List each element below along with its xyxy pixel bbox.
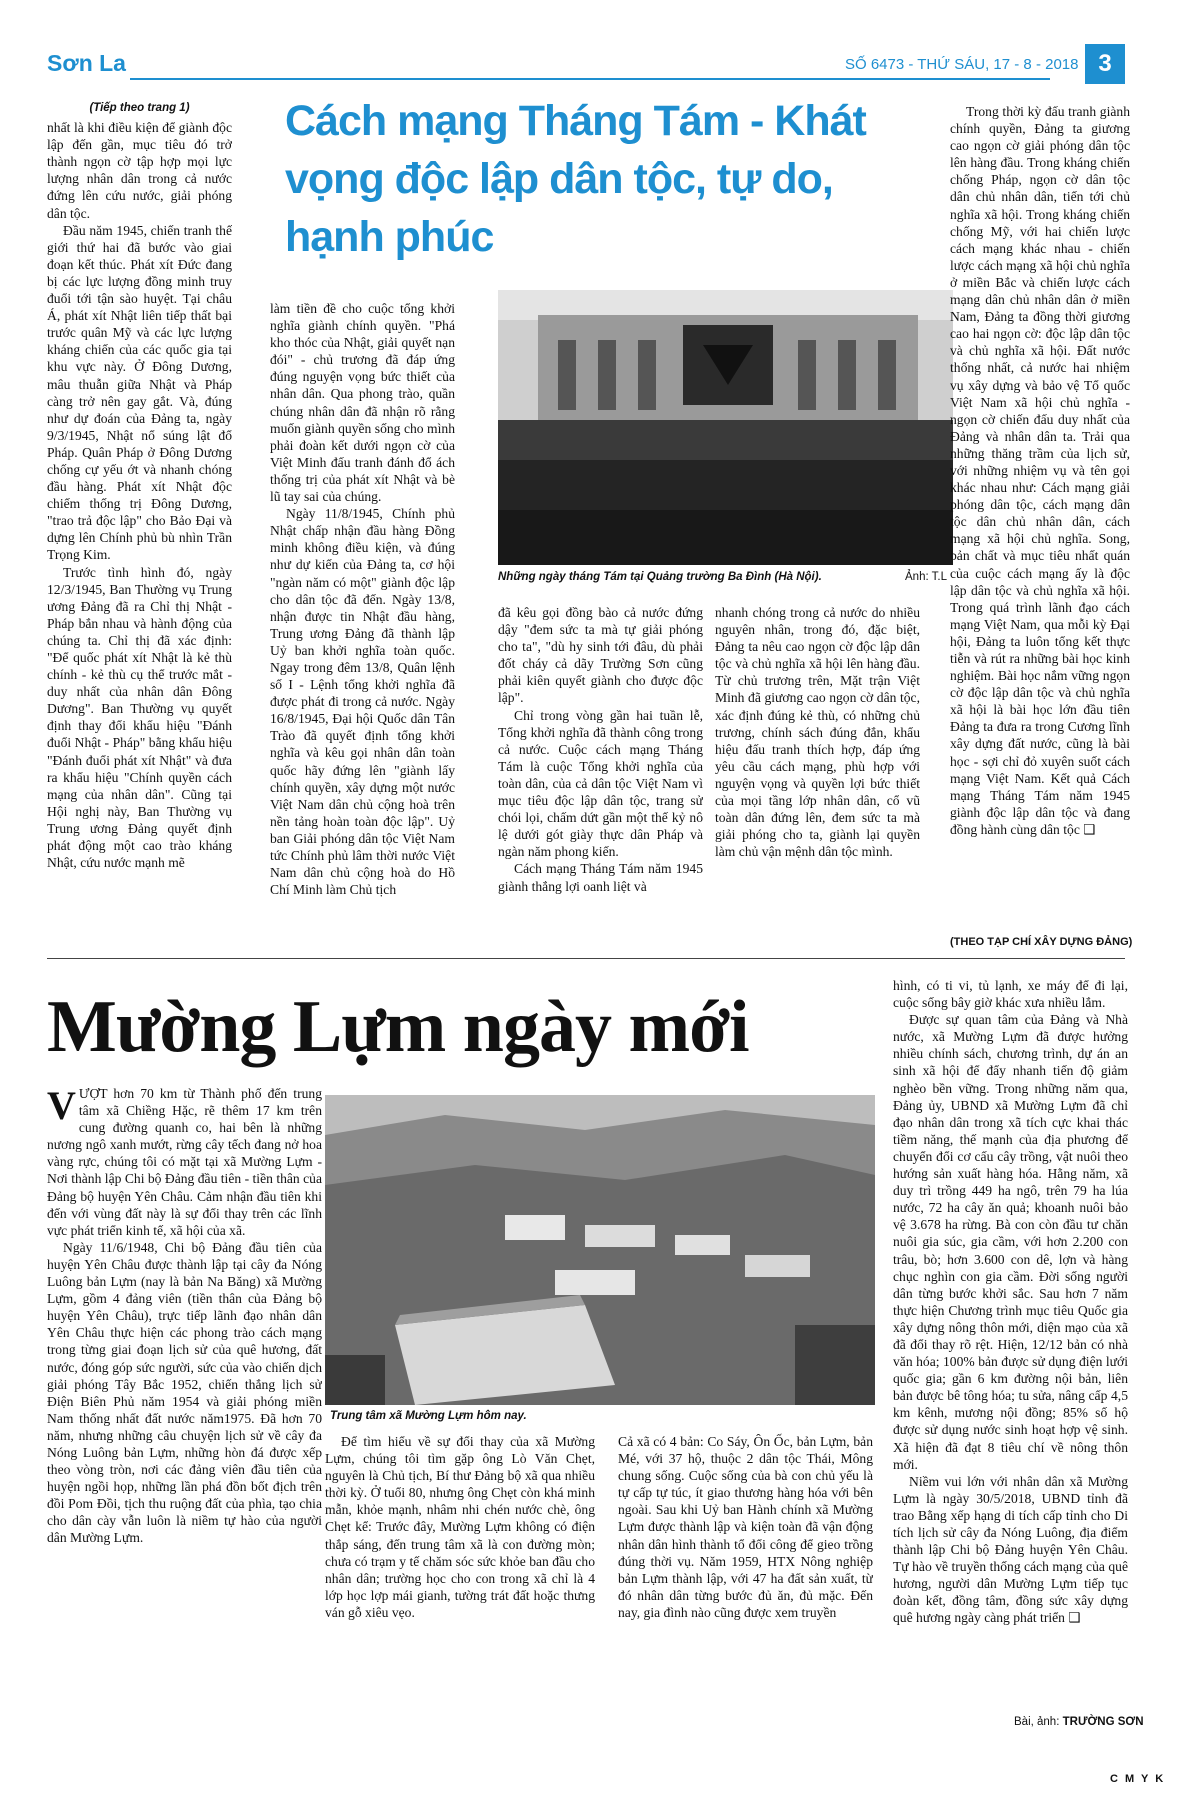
article2-col1-paragraph: Ngày 11/6/1948, Chi bộ Đảng đầu tiên của huyện Yên Châu được thành lập tại cây đa Nóng Luông bản Lựm (nay là bản Na Băng) xã Mường Lựm, gồm 4 đảng viên (tiền thân của Đảng bộ huyện Yên Châu), trực tiếp lãnh đạo nhân dân Yên Châu thực hiện các phong trào cách mạng trong từng giai đoạn lịch sử của quê hương, đất nước, đóng góp sức người, sức của vào chiến dịch giải phóng Tây Bắc 1952, chiến thắng lịch sử Điện Biên Phủ năm 1954 và giải phóng miền Nam thống nhất đất nước năm1975. Đã hơn 70 năm, nhưng những câu chuyện lịch sử về cây đa Nóng Luông bản Lựm, những hòn đá được xếp theo vòng tròn, nơi các đảng viên đầu tiên của huyện ngồi họp, những lần phá đồn bốt địch trên đồi Pom Đồi, tịch thu ruộng đất của phìa, tạo chia cho dân cày vẫn luôn là niềm tự hào của người dân Mường Lựm. [47, 1239, 322, 1546]
article2-col3-paragraph: Cả xã có 4 bản: Co Sáy, Ôn Ốc, bản Lựm, bản Mé, với 37 hộ, thuộc 2 dân tộc Thái, Mông chung sống. Cuộc sống của bà con chủ yếu là tự cấp tự túc, ít giao thương hàng hóa với bên ngoài. Sau khi Uỷ ban Hành chính xã Mường Lựm được thành lập và kiện toàn đã vận động nhân dân hình thành tổ đổi công để gieo trồng đúng thời vụ. Năm 1959, HTX Nông nghiệp bản Lựm thành lập, với 47 ha đất sản xuất, từ đó nhân dân từng bước đủ ăn, đủ mặc. Đến nay, gia đình nào cũng được xem truyền [618, 1434, 873, 1620]
issue-info: SỐ 6473 - THỨ SÁU, 17 - 8 - 2018 [845, 56, 1079, 73]
newspaper-brand: Sơn La [47, 50, 126, 76]
ba-dinh-square-photo [498, 290, 953, 565]
section-divider [47, 958, 1125, 959]
article1-col1-paragraph: nhất là khi điều kiện để giành độc lập đến gần, mục tiêu đó trở thành ngọn cờ tập hợp mọi lực lượng nhân dân trong cả nước đứng lên cứu nước, giải phóng dân tộc. [47, 120, 232, 221]
article2-column-2 [325, 1433, 595, 1713]
page-number: 3 [1085, 44, 1125, 84]
article2-col2-paragraph: Để tìm hiểu về sự đổi thay của xã Mường Lựm, chúng tôi tìm gặp ông Lò Văn Chẹt, nguyên là Chủ tịch, Bí thư Đảng bộ xã qua nhiều thời kỳ. Ở tuổi 80, nhưng ông Chẹt còn khá minh mẫn, khỏe mạnh, nhâm nhi chén nước chè, ông Chẹt kể: Trước đây, Mường Lựm không có điện thắp sáng, đến trung tâm xã là con đường mòn; chưa có trạm y tế chăm sóc sức khỏe ban đầu cho nhân dân; trường học cho con trong xã chỉ là 4 lớp học lợp mái gianh, tường trát đất hoặc thưng ván gỗ xiêu vẹo. [325, 1434, 595, 1620]
article1-column-2 [270, 300, 455, 957]
article1-col1-paragraph: Đầu năm 1945, chiến tranh thế giới thứ hai đã bước vào giai đoạn kết thúc. Phát xít Đức đang bị các lực lượng đồng minh truy đuổi tới tận sào huyệt. Tại châu Á, phát xít Nhật liên tiếp thất bại trước quân Mỹ và các lực lượng kháng chiến của các quốc gia tại khu vực này. Ở Đông Dương, mâu thuẫn giữa Nhật và Pháp càng trở nên gay gắt. Và, đúng như dự đoán của Đảng ta, ngày 9/3/1945, Nhật nổ súng lật đổ Pháp. Quân Pháp ở Đông Dương chống cự yếu ớt và nhanh chóng đầu hàng. Phát xít Nhật độc chiếm thống trị Đông Dương, "trao trả độc lập" cho Bảo Đại và dựng lên Chính phủ bù nhìn Trần Trọng Kim. [47, 222, 232, 563]
article2-col4-paragraph: Được sự quan tâm của Đảng và Nhà nước, xã Mường Lựm đã được hưởng nhiều chính sách, chương trình, dự án an sinh xã hội để đẩy nhanh tiến độ giảm nghèo bền vững. Trong những năm qua, Đảng ủy, UBND xã Mường Lựm đã chỉ đạo nhân dân trong xã tích cực khai thác tiềm năng, thế mạnh của địa phương để chuyển đổi cơ cấu cây trồng, vật nuôi theo hướng sản xuất hàng hóa. Hằng năm, xã duy trì trồng 449 ha ngô, trên 79 ha lúa nước, 72 ha cây ăn quả; khoanh nuôi bảo vệ 3.678 ha rừng. Bà con còn đầu tư chăn nuôi gia súc, gia cầm, với hơn 2.200 con trâu, bò; hơn 3.600 con dê, lợn và hàng chục nghìn con gia cầm. Đời sống người dân từng bước khởi sắc. Sau hơn 7 năm thực hiện Chương trình mục tiêu Quốc gia xây dựng nông thôn mới, diện mạo của xã đã đổi thay rõ rệt. Hiện, 12/12 bản có nhà văn hóa; 100% bản được sử dụng điện lưới quốc gia; gần 6 km đường nội bản, liên bản được bê tông hóa; tu sửa, nâng cấp 4,5 km kênh, mương nội đồng; 85% số hộ được sử dụng nước sinh hoạt hợp vệ sinh. Xã hiện đã đạt 8 tiêu chí về nông thôn mới. [893, 1012, 1128, 1472]
cmyk-marker: C M Y K [1110, 1773, 1166, 1785]
header-rule [130, 78, 1050, 80]
article2-headline: Mường Lựm ngày mới [47, 986, 749, 1068]
article1-photo-credit: Ảnh: T.L [905, 571, 947, 583]
article1-col3-paragraph: Cách mạng Tháng Tám năm 1945 giành thắng lợi oanh liệt và [498, 861, 703, 894]
dropcap-letter: V [47, 1085, 76, 1128]
article2-column-3 [618, 1433, 873, 1713]
article1-headline: Cách mạng Tháng Tám - Khát vọng độc lập dân tộc, tự do, hạnh phúc [285, 97, 866, 261]
muong-lum-village-image [325, 1095, 875, 1405]
credit-author: TRƯỜNG SƠN [1062, 1716, 1144, 1728]
article2-col1-paragraph [47, 1085, 322, 1239]
article1-col3-paragraph: Chỉ trong vòng gần hai tuần lễ, Tổng khởi nghĩa đã thành công trong cả nước. Cuộc cách mạng Tháng Tám là cuộc Tổng khởi nghĩa của toàn dân, của cả dân tộc Việt Nam vì mục tiêu độc lập dân tộc, trang sử chói lọi, chấm dứt gần một thế kỷ nô lệ dưới gót giày thực dân Pháp và ngàn năm phong kiến. [498, 707, 703, 860]
article1-photo-caption: Những ngày tháng Tám tại Quảng trường Ba Đình (Hà Nội). [498, 571, 822, 583]
article1-source: (THEO TẠP CHÍ XÂY DỰNG ĐẢNG) [950, 936, 1133, 948]
article2-column-4 [893, 977, 1128, 1713]
article2-col4-paragraph: Niềm vui lớn với nhân dân xã Mường Lựm là ngày 30/5/2018, UBND tỉnh đã trao Bằng xếp hạng di tích cấp tỉnh cho Di tích lịch sử cây đa Nóng Luông, địa điểm thành lập Chi bộ Đảng huyện Yên Châu. Tự hào về truyền thống cách mạng của quê hương, người dân Mường Lựm tiếp tục đoàn kết, đồng tâm, đồng sức xây dựng quê hương ngày càng phát triển ❑ [893, 1473, 1128, 1626]
credit-label: Bài, ảnh: [1014, 1716, 1060, 1728]
article2-credit [1014, 1716, 1144, 1728]
article2-col4-paragraph: hình, có ti vi, tủ lạnh, xe máy để đi lại, cuộc sống bây giờ khác xưa nhiều lắm. [893, 978, 1128, 1011]
article1-column-5 [950, 103, 1130, 935]
article2-column-1 [47, 1085, 322, 1713]
article1-column-3 [498, 604, 703, 956]
article1-column-1 [47, 100, 232, 957]
article1-col5-paragraph: Trong thời kỳ đấu tranh giành chính quyền, Đảng ta giương cao ngọn cờ giải phóng dân tộc lên hàng đầu. Trong kháng chiến chống Pháp, ngọn cờ dân tộc dân chủ nhân dân, tiến tới chủ nghĩa xã hội. Trong kháng chiến chống Mỹ, với hai chiến lược cách mạng khác nhau - chiến lược cách mạng xã hội chủ nghĩa ở miền Bắc và chiến lược cách mạng dân chủ nhân dân ở miền Nam, Đảng ta đồng thời giương cao hai ngọn cờ: độc lập dân tộc và chủ nghĩa xã hội. Đất nước thống nhất, cả nước hai nhiệm vụ xây dựng và bảo vệ Tổ quốc Việt Nam xã hội chủ nghĩa - ngọn cờ chiến đấu duy nhất của Đảng và nhân dân ta. Trải qua những thăng trầm của lịch sử, với những nhiệm vụ và tên gọi khác nhau như: Cách mạng giải phóng dân tộc, cách mạng dân tộc dân chủ nhân dân, cách mạng xã hội chủ nghĩa. Song, bản chất và mục tiêu nhất quán của cuộc cách mạng ấy là độc lập dân tộc và chủ nghĩa xã hội. Trong quá trình lãnh đạo cách mạng Việt Nam, qua mỗi kỳ Đại hội, Đảng ta luôn tổng kết thực tiễn và rút ra những bài học kinh nghiệm. Bài học nắm vững ngọn cờ độc lập dân tộc và chủ nghĩa xã hội là bài học lớn đầu tiên Đảng ta đưa ra trong Cương lĩnh xây dựng đất nước, cũng là bài học - sợi chỉ đỏ xuyên suốt cách mạng Việt Nam. Kết quả Cách mạng Tháng Tám năm 1945 giành độc lập dân tộc và đang đồng hành cùng dân tộc ❑ [950, 104, 1130, 837]
muong-lum-center-photo [325, 1095, 875, 1405]
article2-col1-paragraph-text: ƯỢT hơn 70 km từ Thành phố đến trung tâm xã Chiềng Hặc, rẽ thêm 17 km trên cung đường quanh co, hai bên là những nương ngô xanh mướt, rừng cây tếch đang nở hoa vàng rực, chúng tôi có mặt tại xã Mường Lựm - Nơi thành lập Chi bộ Đảng đầu tiên - tiền thân của Đảng bộ huyện Yên Châu. Cảm nhận đầu tiên khi đến với vùng đất này là sự đổi thay trên các lĩnh vực phát triển kinh tế, xã hội của xã. [47, 1086, 322, 1238]
ba-dinh-square-image [498, 290, 953, 565]
article1-col1-paragraph: Trước tình hình đó, ngày 12/3/1945, Ban Thường vụ Trung ương Đảng đã ra Chỉ thị Nhật - Pháp bắn nhau và hành động của chúng ta. Chỉ thị đã xác định: "Để quốc phát xít Nhật là kẻ thù chính - kẻ thù cụ thể trước mắt - duy nhất của nhân dân Đông Dương". Ban Thường vụ quyết định thay đổi khẩu hiệu "Đánh đuổi Nhật - Pháp" bằng khẩu hiệu "Đánh đuổi phát xít Nhật" và đưa ra khẩu hiệu "Chính quyền cách mạng của nhân dân". Cũng tại Hội nghị này, Ban Thường vụ Trung ương Đảng quyết định phát động một cao trào kháng Nhật, cứu nước mạnh mẽ [47, 564, 232, 871]
article1-col2-paragraph: làm tiền đề cho cuộc tổng khởi nghĩa giành chính quyền. "Phá kho thóc của Nhật, giải quyết nạn đói" - chủ trương đã đáp ứng đúng nguyện vọng bức thiết của nhân dân. Qua phong trào, quần chúng nhân dân đã nhận rõ rằng muốn giành quyền sống cho mình phải đoàn kết dưới ngọn cờ của Việt Minh đấu tranh đánh đổ ách thống trị của phát xít Nhật và bè lũ tay sai của chúng. [270, 301, 455, 505]
article2-photo-caption: Trung tâm xã Mường Lựm hôm nay. [330, 1410, 527, 1422]
article1-col4-paragraph: nhanh chóng trong cả nước do nhiều nguyên nhân, trong đó, đặc biệt, Đảng ta nêu cao ngọn cờ độc lập dân tộc và chủ nghĩa xã hội lên hàng đầu. Từ chủ trương trên, Mặt trận Việt Minh đã giương cao ngọn cờ dân tộc, xác định đúng kẻ thù, có những chủ trương, chính sách đúng đắn, khẩu hiệu đấu tranh thích hợp, đáp ứng yêu cầu cách mạng, phù hợp với nguyện vọng và quyền lợi bức thiết của mọi tầng lớp nhân dân, cổ vũ toàn dân đứng lên, đem sức ta mà giải phóng cho ta, giành lại quyền làm chủ vận mệnh dân tộc mình. [715, 605, 920, 860]
article1-col3-paragraph: đã kêu gọi đồng bào cả nước đứng dậy "đem sức ta mà tự giải phóng cho ta", "dù hy sinh tới đâu, dù phải đốt cháy cả dãy Trường Sơn cũng phải kiên quyết giành cho được độc lập". [498, 605, 703, 706]
article1-col2-paragraph: Ngày 11/8/1945, Chính phủ Nhật chấp nhận đầu hàng Đồng minh không điều kiện, và đúng như dự kiến của Đảng ta, cơ hội "ngàn năm có một" giành độc lập cho dân tộc đã đến. Ngày 13/8, nhận được tin Nhật đầu hàng, Trung ương Đảng đã thành lập Uỷ ban khởi nghĩa toàn quốc. Ngay trong đêm 13/8, Quân lệnh số I - Lệnh tổng khởi nghĩa đã được phát đi trong cả nước. Ngày 16/8/1945, Đại hội Quốc dân Tân Trào đã quyết định tổng khởi nghĩa và kêu gọi nhân dân toàn quốc hãy đứng lên "giành lấy chính quyền, xây dựng một nước Việt Nam dân chủ cộng hoà trên nền tảng hoàn toàn độc lập". Uỷ ban Giải phóng dân tộc Việt Nam tức Chính phủ lâm thời nước Việt Nam dân chủ cộng hoà do Hồ Chí Minh làm Chủ tịch [270, 506, 455, 898]
continued-note: (Tiếp theo trang 1) [89, 102, 190, 114]
article1-column-4 [715, 604, 920, 956]
